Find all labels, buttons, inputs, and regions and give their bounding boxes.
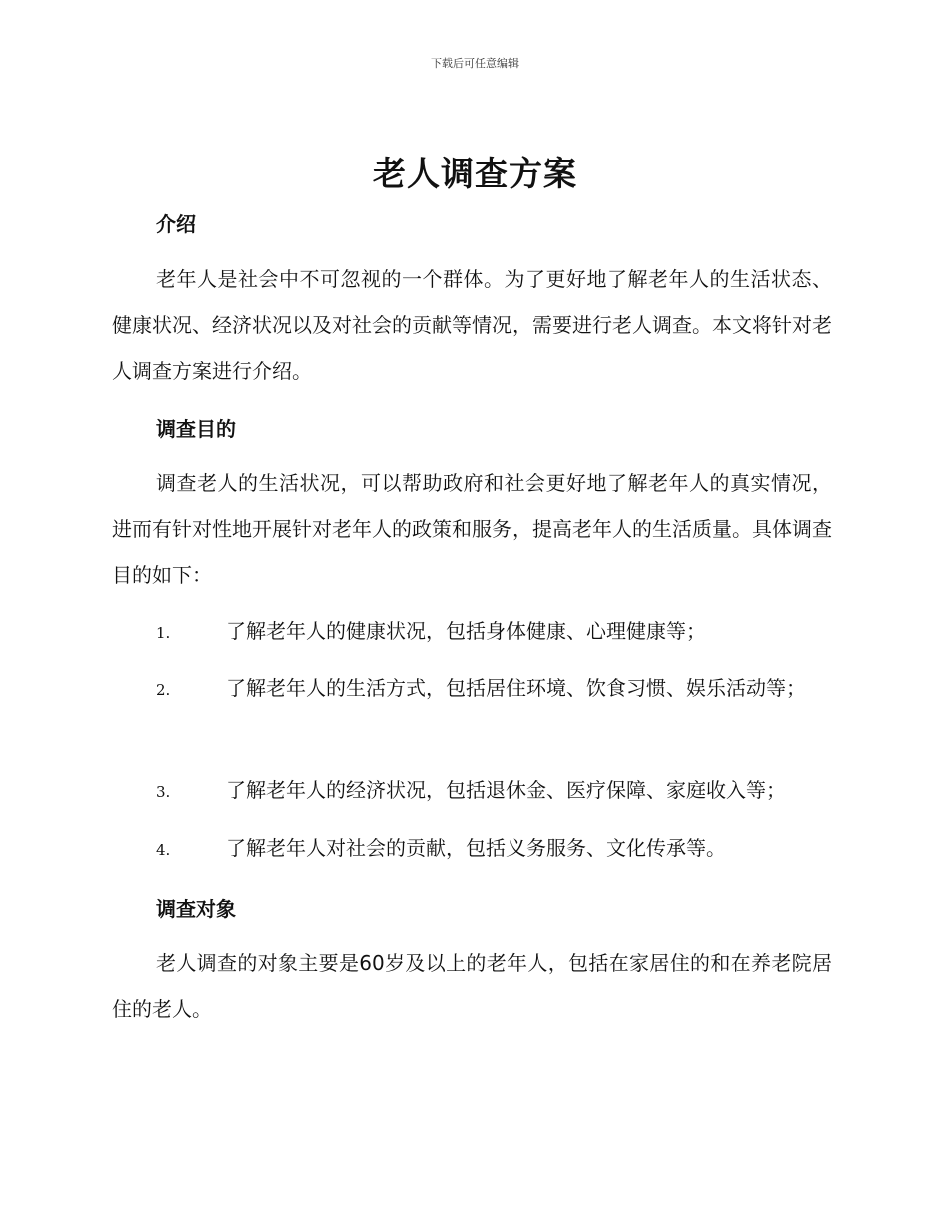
section-paragraph-subjects: 老人调查的对象主要是60岁及以上的老年人，包括在家居住的和在养老院居住的老人。 <box>112 951 832 1021</box>
list-item <box>112 767 832 815</box>
section-heading-intro: 介绍 <box>156 212 196 236</box>
list-item-text: 了解老年人对社会的贡献，包括义务服务、文化传承等。 <box>226 836 726 860</box>
list-item-text: 了解老年人的健康状况，包括身体健康、心理健康等； <box>226 619 706 643</box>
header-note: 下载后可任意编辑 <box>431 57 519 70</box>
section-heading-purpose: 调查目的 <box>156 417 236 441</box>
list-item <box>112 825 832 873</box>
list-item <box>112 608 832 656</box>
list-item-number: 4. <box>156 841 171 859</box>
section-heading-subjects: 调查对象 <box>156 897 236 921</box>
list-item-number: 1. <box>156 624 171 642</box>
list-item-number: 3. <box>156 783 171 801</box>
section-paragraph-purpose: 调查老人的生活状况，可以帮助政府和社会更好地了解老年人的真实情况，进而有针对性地开展针对老年人的政策和服务，提高老年人的生活质量。具体调查目的如下： <box>112 471 832 587</box>
list-item-text: 了解老年人的经济状况，包括退休金、医疗保障、家庭收入等； <box>226 778 786 802</box>
document-title: 老人调查方案 <box>373 154 577 193</box>
list-item-number: 2. <box>156 681 171 699</box>
list-item-text: 了解老年人的生活方式，包括居住环境、饮食习惯、娱乐活动等； <box>226 676 806 700</box>
list-item <box>112 665 832 713</box>
section-paragraph-intro: 老年人是社会中不可忽视的一个群体。为了更好地了解老年人的生活状态、健康状况、经济状况以及对社会的贡献等情况，需要进行老人调查。本文将针对老人调查方案进行介绍。 <box>112 267 832 383</box>
